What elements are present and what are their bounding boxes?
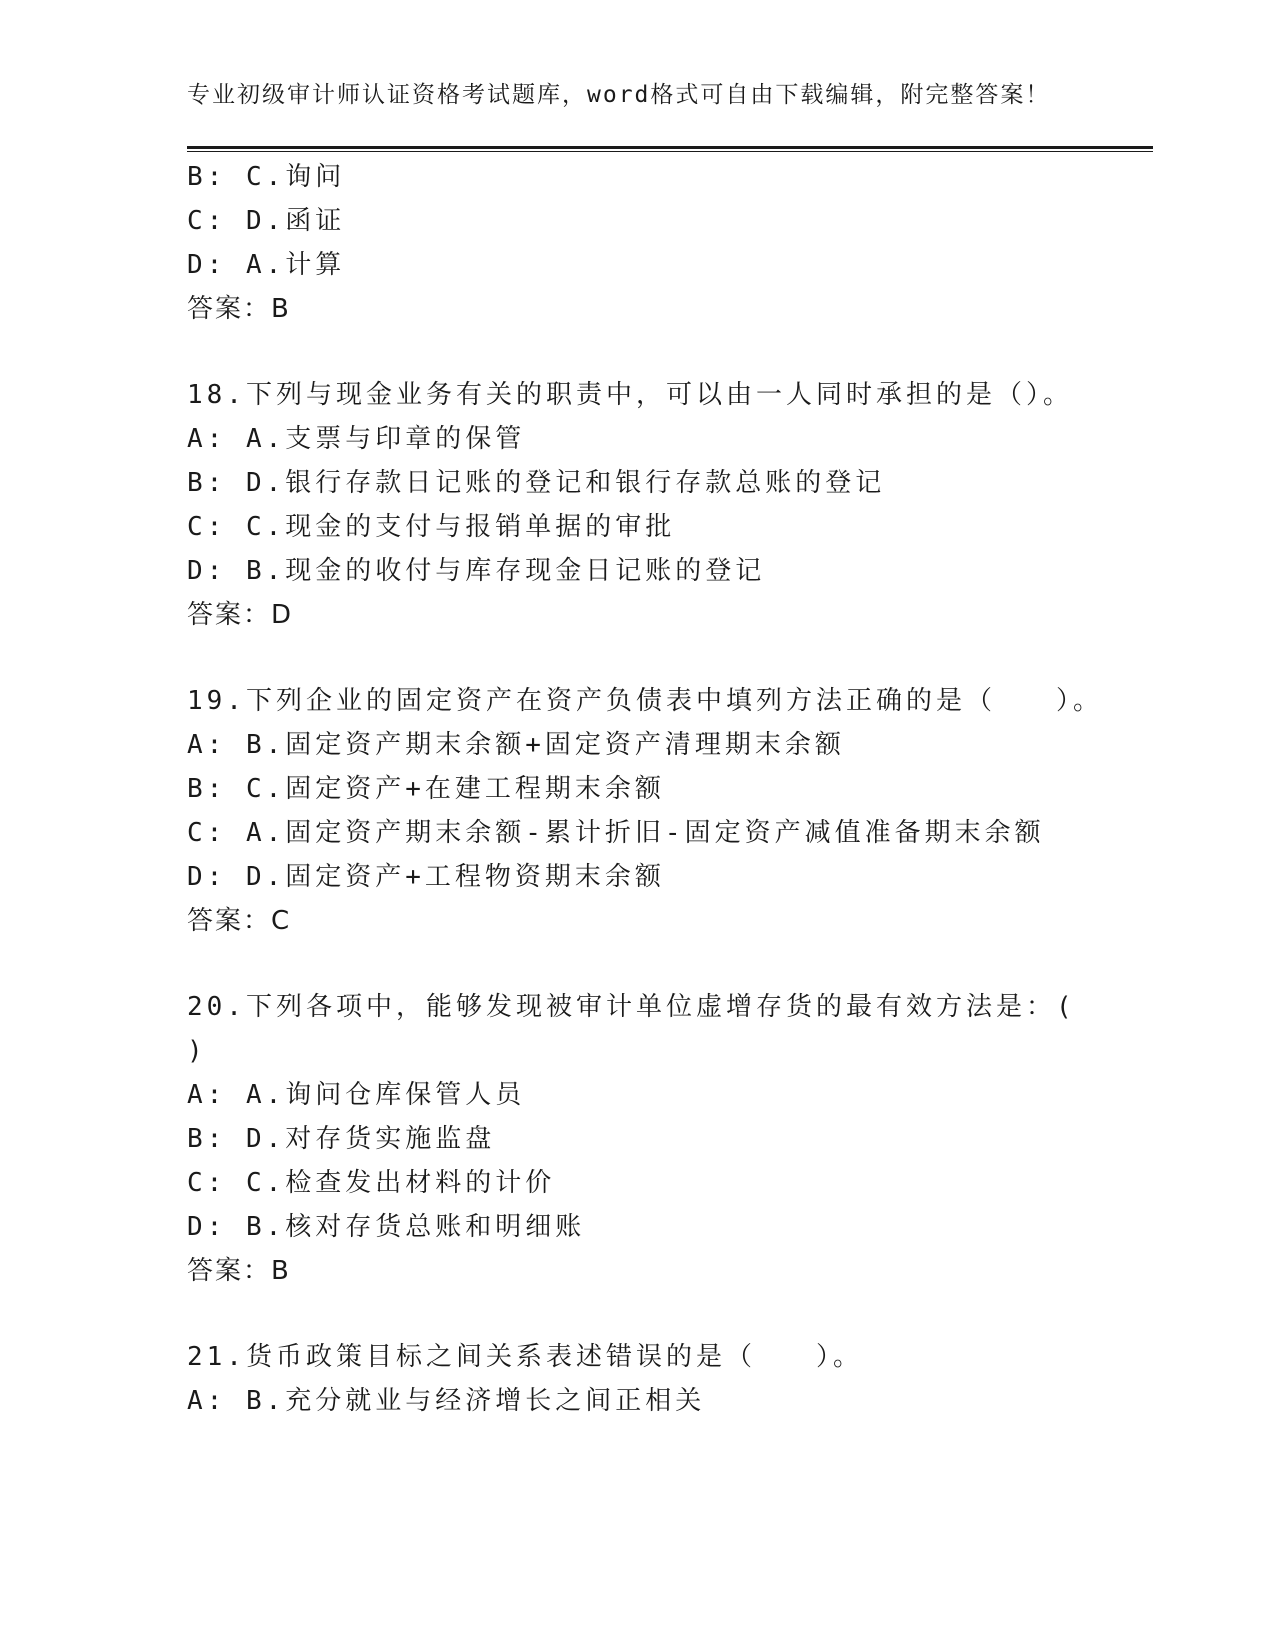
question-stem: 18.下列与现金业务有关的职责中，可以由一人同时承担的是（）。 bbox=[187, 380, 1073, 410]
option-line: B: D.对存货实施监盘 bbox=[187, 1124, 496, 1154]
answer-line: 答案：B bbox=[187, 294, 291, 324]
question-stem: 19.下列企业的固定资产在资产负债表中填列方法正确的是（ ）。 bbox=[187, 686, 1103, 716]
question-stem-continuation: ) bbox=[187, 1036, 207, 1066]
option-line: D: B.核对存货总账和明细账 bbox=[187, 1212, 586, 1242]
question-stem: 20.下列各项中，能够发现被审计单位虚增存货的最有效方法是：( bbox=[187, 992, 1076, 1022]
page-header: 专业初级审计师认证资格考试题库，word格式可自由下载编辑，附完整答案！ bbox=[187, 82, 1051, 108]
option-line: D: A.计算 bbox=[187, 250, 346, 280]
answer-line: 答案：C bbox=[187, 906, 292, 936]
header-rule-thick bbox=[187, 146, 1153, 149]
option-line: B: C.固定资产+在建工程期末余额 bbox=[187, 774, 665, 804]
option-line: A: B.固定资产期末余额+固定资产清理期末余额 bbox=[187, 730, 845, 760]
question-stem: 21.货币政策目标之间关系表述错误的是（ ）。 bbox=[187, 1342, 863, 1372]
option-line: D: B.现金的收付与库存现金日记账的登记 bbox=[187, 556, 766, 586]
option-line: C: A.固定资产期末余额-累计折旧-固定资产减值准备期末余额 bbox=[187, 818, 1045, 848]
option-line: A: A.支票与印章的保管 bbox=[187, 424, 526, 454]
answer-line: 答案：B bbox=[187, 1256, 291, 1286]
option-line: D: D.固定资产+工程物资期末余额 bbox=[187, 862, 665, 892]
option-line: C: C.现金的支付与报销单据的审批 bbox=[187, 512, 676, 542]
header-rule-thin bbox=[187, 151, 1153, 152]
option-line: C: D.函证 bbox=[187, 206, 346, 236]
option-line: B: D.银行存款日记账的登记和银行存款总账的登记 bbox=[187, 468, 886, 498]
option-line: A: A.询问仓库保管人员 bbox=[187, 1080, 526, 1110]
option-line: B: C.询问 bbox=[187, 162, 346, 192]
option-line: C: C.检查发出材料的计价 bbox=[187, 1168, 556, 1198]
answer-line: 答案：D bbox=[187, 600, 294, 630]
option-line: A: B.充分就业与经济增长之间正相关 bbox=[187, 1386, 706, 1416]
